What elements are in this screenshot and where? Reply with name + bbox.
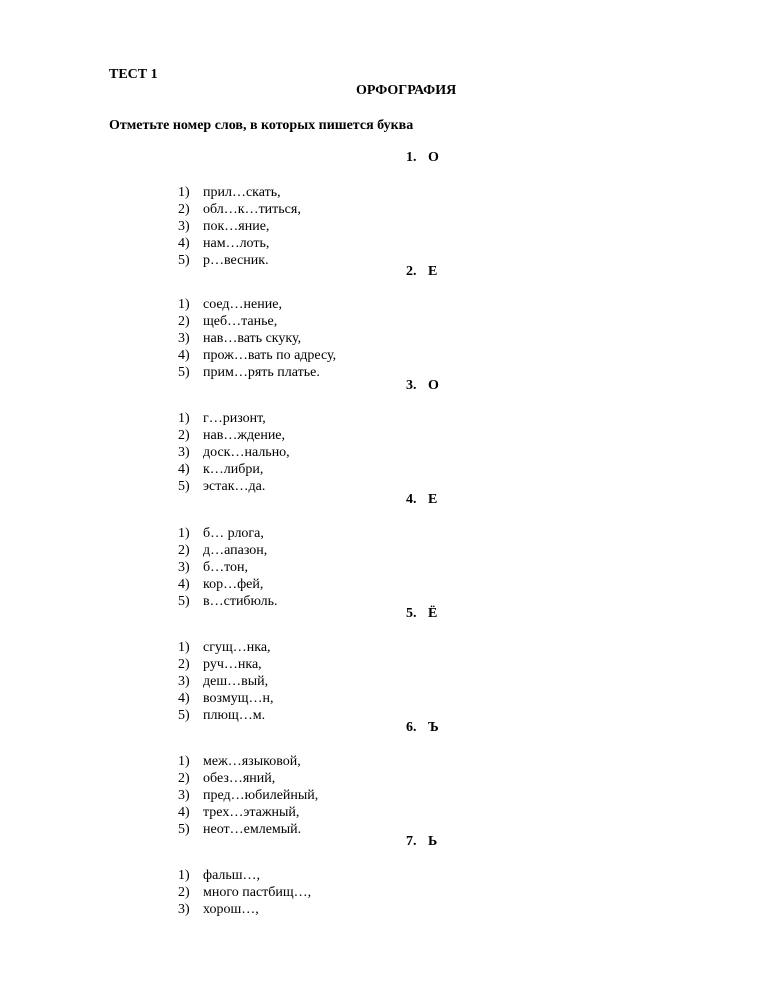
option-number: 2) xyxy=(178,428,190,443)
option-item xyxy=(178,184,301,201)
option-number: 2) xyxy=(178,885,190,900)
question-letter: Ь xyxy=(428,834,438,849)
option-text: трех…этажный, xyxy=(203,805,300,820)
option-text: деш…вый, xyxy=(203,674,269,689)
option-text: р…весник. xyxy=(203,253,269,268)
question-letter: Ъ xyxy=(428,720,439,735)
option-number: 3) xyxy=(178,788,190,803)
option-text: нам…лоть, xyxy=(203,236,270,251)
option-text: эстак…да. xyxy=(203,479,266,494)
option-number: 3) xyxy=(178,674,190,689)
option-item xyxy=(178,753,318,770)
option-number: 2) xyxy=(178,543,190,558)
option-number: 5) xyxy=(178,479,190,494)
option-text: плющ…м. xyxy=(203,708,266,723)
option-number: 3) xyxy=(178,902,190,917)
option-number: 3) xyxy=(178,445,190,460)
question-number: 3. xyxy=(406,378,417,393)
option-number: 2) xyxy=(178,657,190,672)
question-number: 2. xyxy=(406,264,417,279)
option-number: 2) xyxy=(178,314,190,329)
option-text: в…стибюль. xyxy=(203,594,278,609)
question-number: 1. xyxy=(406,150,417,165)
option-number: 4) xyxy=(178,691,190,706)
question-number: 6. xyxy=(406,720,417,735)
option-number: 1) xyxy=(178,297,190,312)
option-text: щеб…танье, xyxy=(203,314,278,329)
option-text: меж…языковой, xyxy=(203,754,301,769)
option-item xyxy=(178,235,301,252)
option-text: руч…нка, xyxy=(203,657,262,672)
option-number: 5) xyxy=(178,708,190,723)
option-text: фальш…, xyxy=(203,868,261,883)
instruction-text: Отметьте номер слов, в которых пишется буква xyxy=(109,118,414,133)
option-item xyxy=(178,478,290,495)
question-letter: Е xyxy=(428,264,438,279)
question-7-options xyxy=(178,867,311,918)
option-text: соед…нение, xyxy=(203,297,282,312)
question-3-heading xyxy=(406,378,439,394)
option-item xyxy=(178,770,318,787)
option-number: 5) xyxy=(178,594,190,609)
option-text: нав…ждение, xyxy=(203,428,286,443)
question-4-heading xyxy=(406,492,437,508)
question-6-heading xyxy=(406,720,439,736)
option-item xyxy=(178,673,273,690)
option-item xyxy=(178,296,336,313)
option-text: г…ризонт, xyxy=(203,411,266,426)
option-item xyxy=(178,593,278,610)
option-text: прож…вать по адресу, xyxy=(203,348,337,363)
option-text: д…апазон, xyxy=(203,543,268,558)
option-item xyxy=(178,427,290,444)
question-6-options xyxy=(178,753,318,838)
option-item xyxy=(178,901,311,918)
option-text: доск…нально, xyxy=(203,445,290,460)
option-number: 5) xyxy=(178,253,190,268)
question-5-options xyxy=(178,639,273,724)
option-number: 1) xyxy=(178,640,190,655)
question-2-heading xyxy=(406,264,437,280)
option-item xyxy=(178,656,273,673)
option-item xyxy=(178,559,278,576)
option-text: б…тон, xyxy=(203,560,249,575)
option-text: обез…яний, xyxy=(203,771,276,786)
option-number: 5) xyxy=(178,822,190,837)
option-number: 1) xyxy=(178,185,190,200)
question-number: 5. xyxy=(406,606,417,621)
option-item xyxy=(178,218,301,235)
option-item xyxy=(178,867,311,884)
option-item xyxy=(178,461,290,478)
option-text: нав…вать скуку, xyxy=(203,331,302,346)
option-text: кор…фей, xyxy=(203,577,264,592)
option-item xyxy=(178,444,290,461)
test-label: ТЕСТ 1 xyxy=(109,67,158,82)
question-number: 4. xyxy=(406,492,417,507)
option-number: 3) xyxy=(178,219,190,234)
option-number: 1) xyxy=(178,411,190,426)
option-text: возмущ…н, xyxy=(203,691,274,706)
option-number: 1) xyxy=(178,526,190,541)
option-item xyxy=(178,707,273,724)
option-item xyxy=(178,364,336,381)
question-3-options xyxy=(178,410,290,495)
option-text: пок…яние, xyxy=(203,219,270,234)
question-letter: О xyxy=(428,378,439,393)
option-item xyxy=(178,821,318,838)
option-item xyxy=(178,330,336,347)
option-item xyxy=(178,201,301,218)
option-text: неот…емлемый. xyxy=(203,822,302,837)
question-letter: Ё xyxy=(428,606,438,621)
option-number: 4) xyxy=(178,462,190,477)
option-number: 1) xyxy=(178,868,190,883)
option-number: 3) xyxy=(178,331,190,346)
question-2-options xyxy=(178,296,336,381)
option-number: 4) xyxy=(178,805,190,820)
option-text: пред…юбилейный, xyxy=(203,788,319,803)
question-5-heading xyxy=(406,606,437,622)
question-1-heading xyxy=(406,150,439,166)
option-text: прил…скать, xyxy=(203,185,281,200)
section-title: ОРФОГРАФИЯ xyxy=(356,83,457,98)
option-text: хорош…, xyxy=(203,902,259,917)
option-number: 4) xyxy=(178,348,190,363)
option-text: обл…к…титься, xyxy=(203,202,301,217)
option-number: 5) xyxy=(178,365,190,380)
option-item xyxy=(178,313,336,330)
option-item xyxy=(178,542,278,559)
option-number: 3) xyxy=(178,560,190,575)
option-text: много пастбищ…, xyxy=(203,885,312,900)
option-number: 2) xyxy=(178,202,190,217)
option-item xyxy=(178,576,278,593)
option-item xyxy=(178,884,311,901)
option-text: к…либри, xyxy=(203,462,264,477)
option-text: сгущ…нка, xyxy=(203,640,271,655)
option-item xyxy=(178,804,318,821)
option-item xyxy=(178,410,290,427)
question-7-heading xyxy=(406,834,437,850)
option-number: 4) xyxy=(178,577,190,592)
question-letter: О xyxy=(428,150,439,165)
question-4-options xyxy=(178,525,278,610)
option-item xyxy=(178,639,273,656)
option-item xyxy=(178,690,273,707)
question-number: 7. xyxy=(406,834,417,849)
option-item xyxy=(178,252,301,269)
option-number: 4) xyxy=(178,236,190,251)
option-text: б… рлога, xyxy=(203,526,264,541)
option-text: прим…рять платье. xyxy=(203,365,320,380)
option-number: 2) xyxy=(178,771,190,786)
option-number: 1) xyxy=(178,754,190,769)
question-letter: Е xyxy=(428,492,438,507)
option-item xyxy=(178,347,336,364)
question-1-options xyxy=(178,184,301,269)
option-item xyxy=(178,787,318,804)
option-item xyxy=(178,525,278,542)
